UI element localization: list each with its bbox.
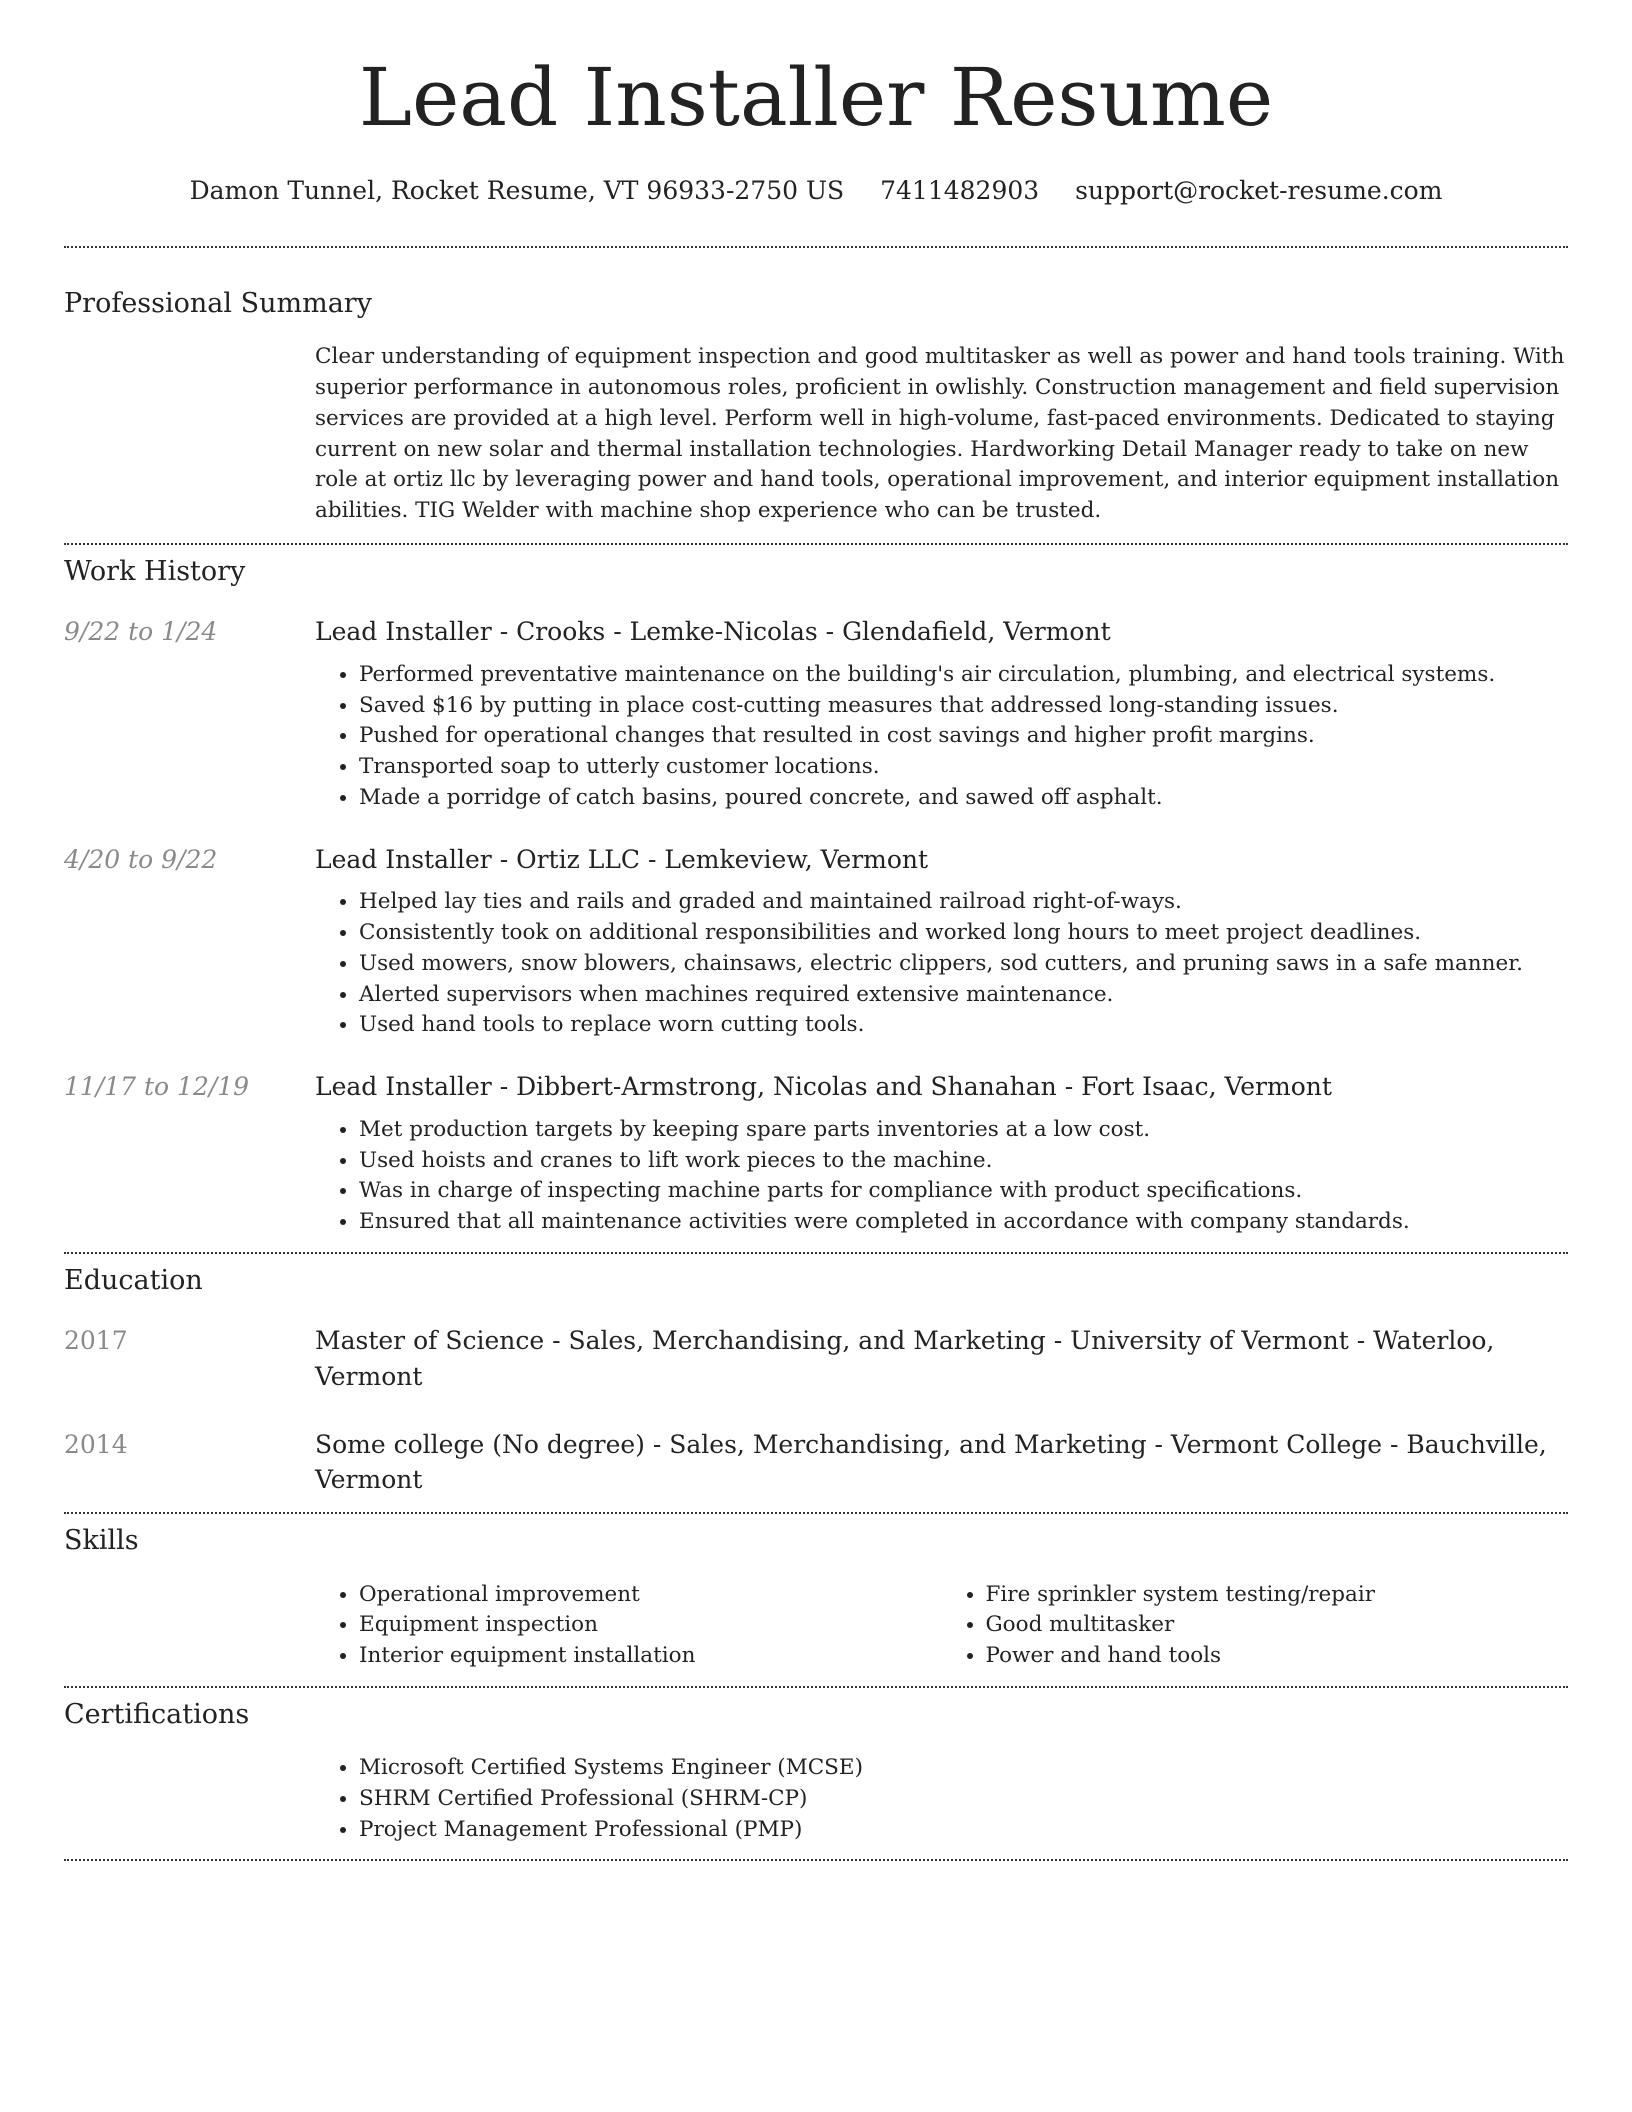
skills-grid bbox=[315, 1580, 1568, 1672]
summary-text: Clear understanding of equipment inspection and good multitasker as well as power and hand tools training. With superior performance in autonomous roles, proficient in owlishly. Construction management and field supervision services are provided at a high level. Perform well in high-volume, fast-paced environments. Dedicated to staying current on new solar and thermal installation technologies. Hardworking Detail Manager ready to take on new role at ortiz llc by leveraging power and hand tools, operational improvement, and interior equipment installation abilities. TIG Welder with machine shop experience who can be trusted. bbox=[315, 344, 1565, 524]
job-dates: 11/17 to 12/19 bbox=[64, 1072, 250, 1102]
job-bullets bbox=[315, 1115, 1568, 1238]
job-body bbox=[315, 842, 1568, 1041]
education-heading: Master of Science - Sales, Merchandising, and Marketing - University of Vermont - Waterloo, Vermont bbox=[315, 1326, 1495, 1391]
list-item: • Performed preventative maintenance on the building's air circulation, plumbing, and electrical systems. bbox=[359, 660, 1568, 691]
list-item: • Ensured that all maintenance activities were completed in accordance with company standards. bbox=[359, 1207, 1568, 1238]
education-entry bbox=[64, 1427, 1568, 1499]
job-bullets bbox=[315, 660, 1568, 814]
job-entry bbox=[64, 1069, 1568, 1238]
list-item: • Equipment inspection bbox=[359, 1610, 942, 1641]
education-body bbox=[315, 1323, 1568, 1395]
job-body bbox=[315, 614, 1568, 813]
divider bbox=[64, 1859, 1568, 1861]
list-item: • SHRM Certified Professional (SHRM-CP) bbox=[359, 1784, 1568, 1815]
list-item: • Used hand tools to replace worn cutting tools. bbox=[359, 1010, 1568, 1041]
list-item: • Used hoists and cranes to lift work pieces to the machine. bbox=[359, 1146, 1568, 1177]
job-bullets bbox=[315, 887, 1568, 1041]
job-entry bbox=[64, 614, 1568, 813]
certifications-section bbox=[64, 1699, 1568, 1846]
list-item: • Saved $16 by putting in place cost-cutting measures that addressed long-standing issues. bbox=[359, 691, 1568, 722]
list-item: • Pushed for operational changes that resulted in cost savings and higher profit margins. bbox=[359, 721, 1568, 752]
section-title-skills: Skills bbox=[64, 1525, 139, 1557]
section-title-education: Education bbox=[64, 1264, 203, 1296]
list-item: • Good multitasker bbox=[986, 1610, 1569, 1641]
job-heading: Lead Installer - Dibbert-Armstrong, Nicolas and Shanahan - Fort Isaac, Vermont bbox=[315, 1072, 1332, 1102]
list-item: • Fire sprinkler system testing/repair bbox=[986, 1580, 1569, 1611]
contact-address: Damon Tunnel, Rocket Resume, VT 96933-2750 US bbox=[189, 176, 845, 205]
education-heading: Some college (No degree) - Sales, Merchandising, and Marketing - Vermont College - Bauchville, Vermont bbox=[315, 1429, 1547, 1495]
job-dates: 9/22 to 1/24 bbox=[64, 617, 218, 647]
contact-phone: 7411482903 bbox=[880, 176, 1040, 205]
skills-section bbox=[64, 1525, 1568, 1672]
education-section bbox=[64, 1265, 1568, 1498]
list-item: • Met production targets by keeping spare parts inventories at a low cost. bbox=[359, 1115, 1568, 1146]
divider bbox=[64, 543, 1568, 545]
divider bbox=[64, 246, 1568, 248]
work-history-section bbox=[64, 556, 1568, 1238]
skills-list-left bbox=[315, 1580, 942, 1672]
job-body bbox=[315, 1069, 1568, 1238]
list-item: • Microsoft Certified Systems Engineer (MCSE) bbox=[359, 1753, 1568, 1784]
section-title-work-history: Work History bbox=[64, 555, 246, 587]
summary-section bbox=[64, 288, 1568, 527]
job-heading: Lead Installer - Crooks - Lemke-Nicolas - Glendafield, Vermont bbox=[315, 617, 1111, 647]
education-year: 2017 bbox=[64, 1326, 128, 1356]
list-item: • Power and hand tools bbox=[986, 1641, 1569, 1672]
list-item: • Consistently took on additional responsibilities and worked long hours to meet project deadlines. bbox=[359, 918, 1568, 949]
list-item: • Project Management Professional (PMP) bbox=[359, 1815, 1568, 1846]
education-entry bbox=[64, 1323, 1568, 1395]
list-item: • Made a porridge of catch basins, poured concrete, and sawed off asphalt. bbox=[359, 783, 1568, 814]
list-item: • Alerted supervisors when machines required extensive maintenance. bbox=[359, 980, 1568, 1011]
job-entry bbox=[64, 842, 1568, 1041]
divider bbox=[64, 1252, 1568, 1254]
certifications-list bbox=[315, 1753, 1568, 1845]
education-body bbox=[315, 1427, 1568, 1499]
skills-list-right bbox=[942, 1580, 1569, 1672]
list-item: • Used mowers, snow blowers, chainsaws, electric clippers, sod cutters, and pruning saws in a safe manner. bbox=[359, 949, 1568, 980]
list-item: • Interior equipment installation bbox=[359, 1641, 942, 1672]
contact-line bbox=[64, 176, 1568, 206]
resume-title: Lead Installer Resume bbox=[358, 51, 1274, 144]
resume-page bbox=[64, 0, 1568, 1861]
contact-email: support@rocket-resume.com bbox=[1075, 176, 1443, 205]
job-heading: Lead Installer - Ortiz LLC - Lemkeview, Vermont bbox=[315, 844, 929, 874]
section-title-certifications: Certifications bbox=[64, 1698, 250, 1730]
job-dates: 4/20 to 9/22 bbox=[64, 844, 218, 874]
education-year: 2014 bbox=[64, 1429, 128, 1459]
divider bbox=[64, 1512, 1568, 1514]
list-item: • Transported soap to utterly customer locations. bbox=[359, 752, 1568, 783]
list-item: • Operational improvement bbox=[359, 1580, 942, 1611]
divider bbox=[64, 1686, 1568, 1688]
list-item: • Helped lay ties and rails and graded and maintained railroad right-of-ways. bbox=[359, 887, 1568, 918]
list-item: • Was in charge of inspecting machine parts for compliance with product specifications. bbox=[359, 1176, 1568, 1207]
section-title-summary: Professional Summary bbox=[64, 288, 372, 319]
